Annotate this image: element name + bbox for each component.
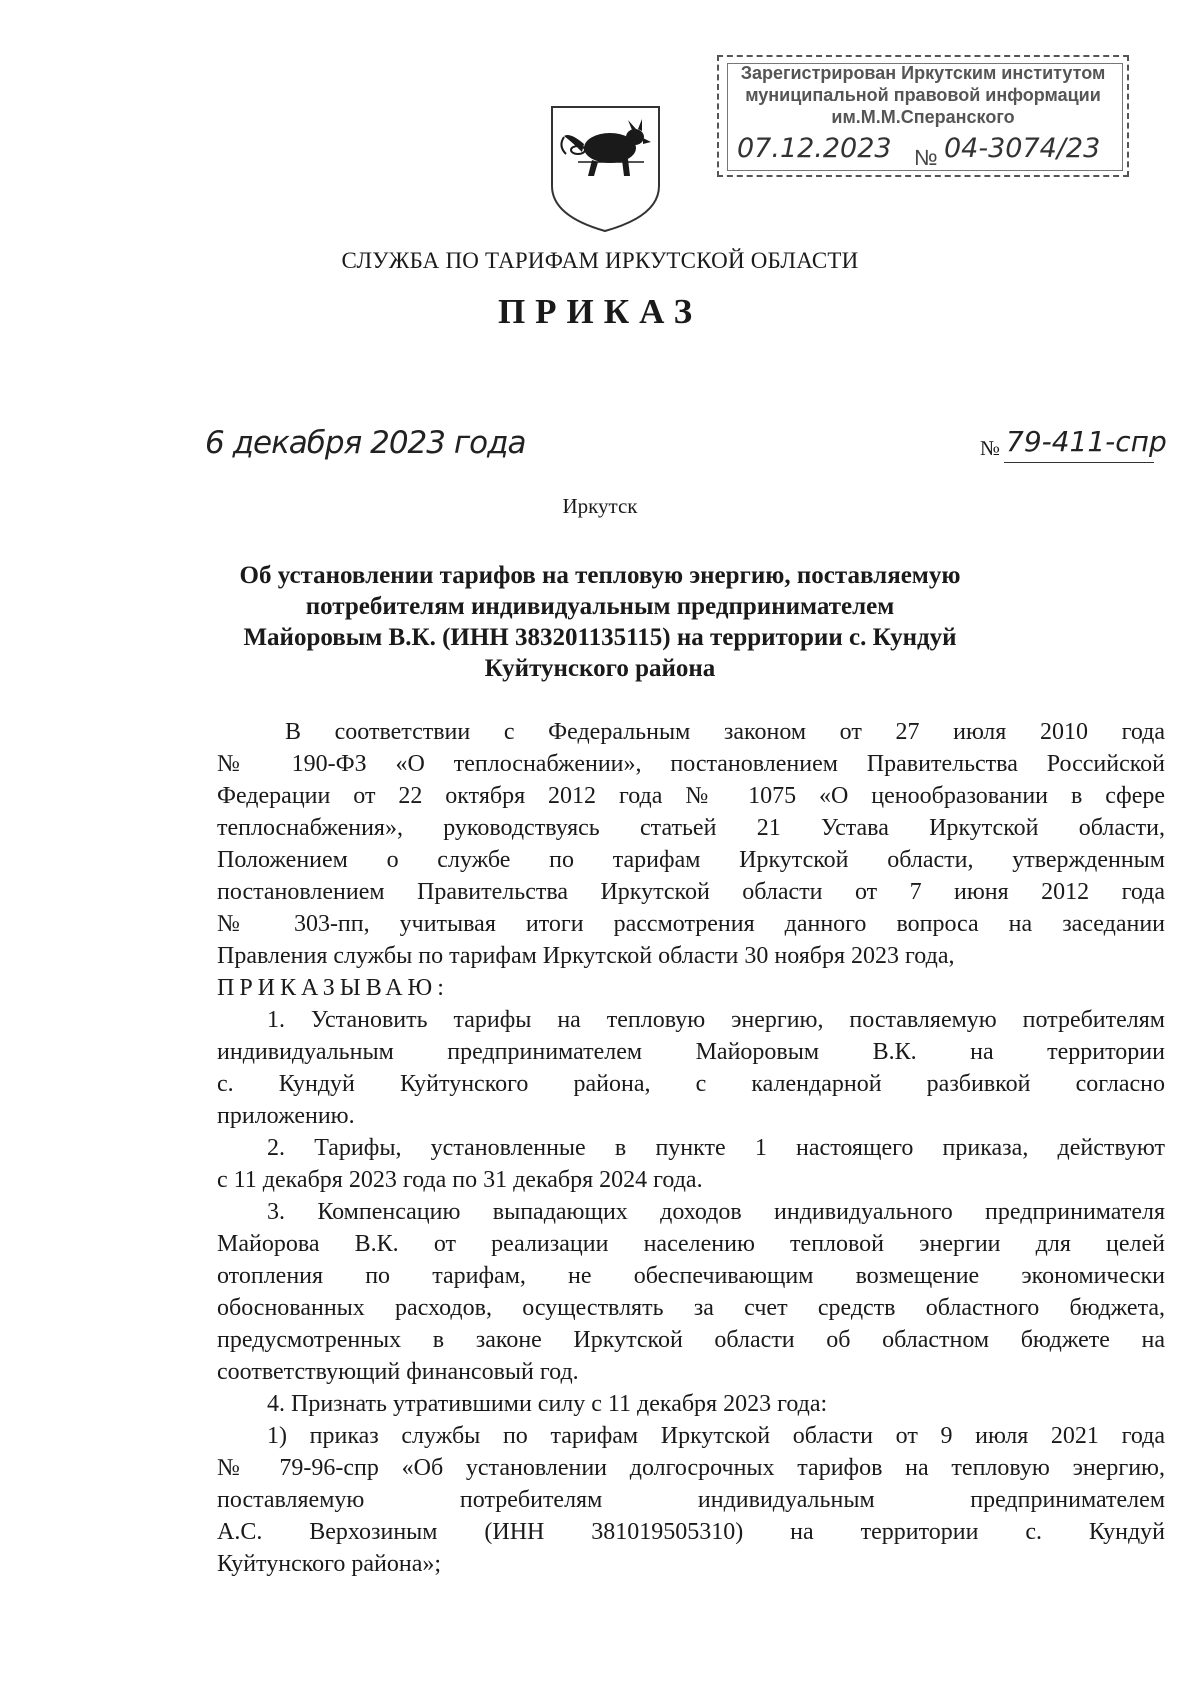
order-body xyxy=(217,716,1165,1580)
document-type-heading: ПРИКАЗ xyxy=(497,292,703,331)
body-line: № 303-пп, учитывая итоги рассмотрения данного вопроса на заседании xyxy=(217,911,1165,937)
order-number-label: № xyxy=(980,436,1001,460)
body-line: 2. Тарифы, установленные в пункте 1 настоящего приказа, действуют xyxy=(267,1135,1165,1161)
order-number-underline xyxy=(1004,462,1154,463)
body-line: приложению. xyxy=(217,1103,355,1129)
body-line: индивидуальным предпринимателем Майоровым В.К. на территории xyxy=(217,1039,1165,1065)
handwritten-order-date: 6 декабря 2023 года xyxy=(205,425,526,461)
body-line: Куйтунского района»; xyxy=(217,1551,442,1577)
body-line: Федерации от 22 октября 2012 года № 1075 «О ценообразовании в сфере xyxy=(217,783,1165,809)
registration-stamp xyxy=(717,55,1129,177)
body-line: № 190-ФЗ «О теплоснабжении», постановлением Правительства Российской xyxy=(217,751,1165,777)
city-name: Иркутск xyxy=(562,494,638,518)
stamp-number-label: № xyxy=(914,145,938,170)
title-line: Майоровым В.К. (ИНН 383201135115) на территории с. Кундуй xyxy=(243,624,957,651)
stamp-line-3: им.М.М.Сперанского xyxy=(831,107,1015,127)
body-line: соответствующий финансовый год. xyxy=(217,1359,579,1385)
handwritten-order-number: 79-411-спр xyxy=(1006,425,1167,458)
body-line: 4. Признать утратившими силу с 11 декабря 2023 года: xyxy=(267,1391,828,1417)
stamp-line-1: Зарегистрирован Иркутским институтом xyxy=(740,63,1106,83)
organization-name: СЛУЖБА ПО ТАРИФАМ ИРКУТСКОЙ ОБЛАСТИ xyxy=(341,248,859,273)
body-line: № 79-96-спр «Об установлении долгосрочных тарифов на тепловую энергию, xyxy=(217,1455,1165,1481)
body-line: 1. Установить тарифы на тепловую энергию, поставляемую потребителям xyxy=(267,1007,1165,1033)
order-title xyxy=(200,560,1000,684)
body-line: отопления по тарифам, не обеспечивающим возмещение экономически xyxy=(217,1263,1165,1289)
body-line: предусмотренных в законе Иркутской области об областном бюджете на xyxy=(217,1327,1165,1353)
body-line: В соответствии с Федеральным законом от 27 июля 2010 года xyxy=(285,719,1165,745)
body-line: Правления службы по тарифам Иркутской области 30 ноября 2023 года, xyxy=(217,943,955,969)
body-line: 3. Компенсацию выпадающих доходов индивидуального предпринимателя xyxy=(267,1199,1165,1225)
body-line: 1) приказ службы по тарифам Иркутской области от 9 июля 2021 года xyxy=(267,1423,1165,1449)
body-line: Положением о службе по тарифам Иркутской области, утвержденным xyxy=(217,847,1165,873)
title-line: потребителям индивидуальным предпринимателем xyxy=(305,593,895,620)
stamp-line-2: муниципальной правовой информации xyxy=(745,85,1101,105)
body-line: постановлением Правительства Иркутской области от 7 июня 2012 года xyxy=(217,879,1165,905)
body-line: А.С. Верхозиным (ИНН 381019505310) на территории с. Кундуй xyxy=(217,1519,1165,1545)
body-line: Майорова В.К. от реализации населению тепловой энергии для целей xyxy=(217,1231,1165,1257)
stamp-handwritten-number: 04-3074/23 xyxy=(944,133,1101,164)
body-line: с 11 декабря 2023 года по 31 декабря 2024 года. xyxy=(217,1167,703,1193)
stamp-handwritten-date: 07.12.2023 xyxy=(737,133,892,164)
title-line: Об установлении тарифов на тепловую энергию, поставляемую xyxy=(239,562,961,589)
body-line: с. Кундуй Куйтунского района, с календарной разбивкой согласно xyxy=(217,1071,1165,1097)
body-line: теплоснабжения», руководствуясь статьей 21 Устава Иркутской области, xyxy=(217,815,1165,841)
body-line: поставляемую потребителям индивидуальным предпринимателем xyxy=(217,1487,1165,1513)
body-line: обоснованных расходов, осуществлять за счет средств областного бюджета, xyxy=(217,1295,1165,1321)
coat-of-arms-icon xyxy=(548,104,663,234)
title-line: Куйтунского района xyxy=(484,655,716,682)
order-directive-word: ПРИКАЗЫВАЮ: xyxy=(217,975,449,1001)
